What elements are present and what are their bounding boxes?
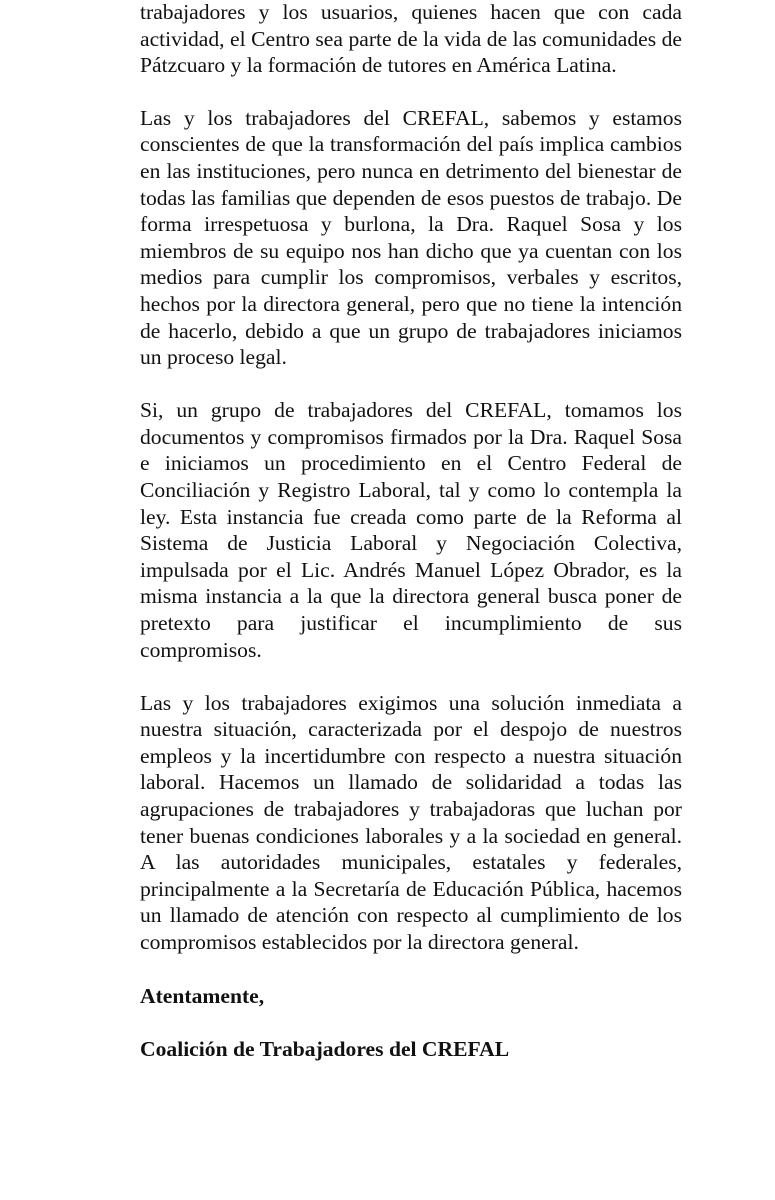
document-page: [140, 0, 682, 1063]
closing-salutation: Atentamente,: [140, 983, 265, 1008]
paragraph-continuation: trabajadores y los usuarios, quienes hacen que con cada actividad, el Centro sea parte de la vida de las comunidades de Pátzcuaro y la formación de tutores en América Latina.: [140, 0, 682, 78]
paragraph-workers-awareness: Las y los trabajadores del CREFAL, sabemos y estamos conscientes de que la transformación del país implica cambios en las instituciones, pero nunca en detrimento del bienestar de todas las familias que dependen de esos puestos de trabajo. De forma irrespetuosa y burlona, la Dra. Raquel Sosa y los miembros de su equipo nos han dicho que ya cuentan con los medios para cumplir los compromisos, verbales y escritos, hechos por la directora general, pero que no tiene la intención de hacerlo, debido a que un grupo de trabajadores iniciamos un proceso legal.: [140, 105, 682, 370]
paragraph-demands: Las y los trabajadores exigimos una solución inmediata a nuestra situación, caracterizada por el despojo de nuestros empleos y la incertidumbre con respecto a nuestra situación laboral. Hacemos un llamado de solidaridad a todas las agrupaciones de trabajadores y trabajadoras que luchan por tener buenas condiciones laborales y a la sociedad en general. A las autoridades municipales, estatales y federales, principalmente a la Secretaría de Educación Pública, hacemos un llamado de atención con respecto al cumplimiento de los compromisos establecidos por la directora general.: [140, 690, 682, 954]
signature: Coalición de Trabajadores del CREFAL: [140, 1037, 510, 1062]
paragraph-legal-procedure: Si, un grupo de trabajadores del CREFAL, tomamos los documentos y compromisos firmados por la Dra. Raquel Sosa e iniciamos un procedimiento en el Centro Federal de Conciliación y Registro Laboral, tal y como lo contempla la ley. Esta instancia fue creada como parte de la Reforma al Sistema de Justicia Laboral y Negociación Colectiva, impulsada por el Lic. Andrés Manuel López Obrador, es la misma instancia a la que la directora general busca poner de pretexto para justificar el incumplimiento de sus compromisos.: [140, 398, 682, 662]
